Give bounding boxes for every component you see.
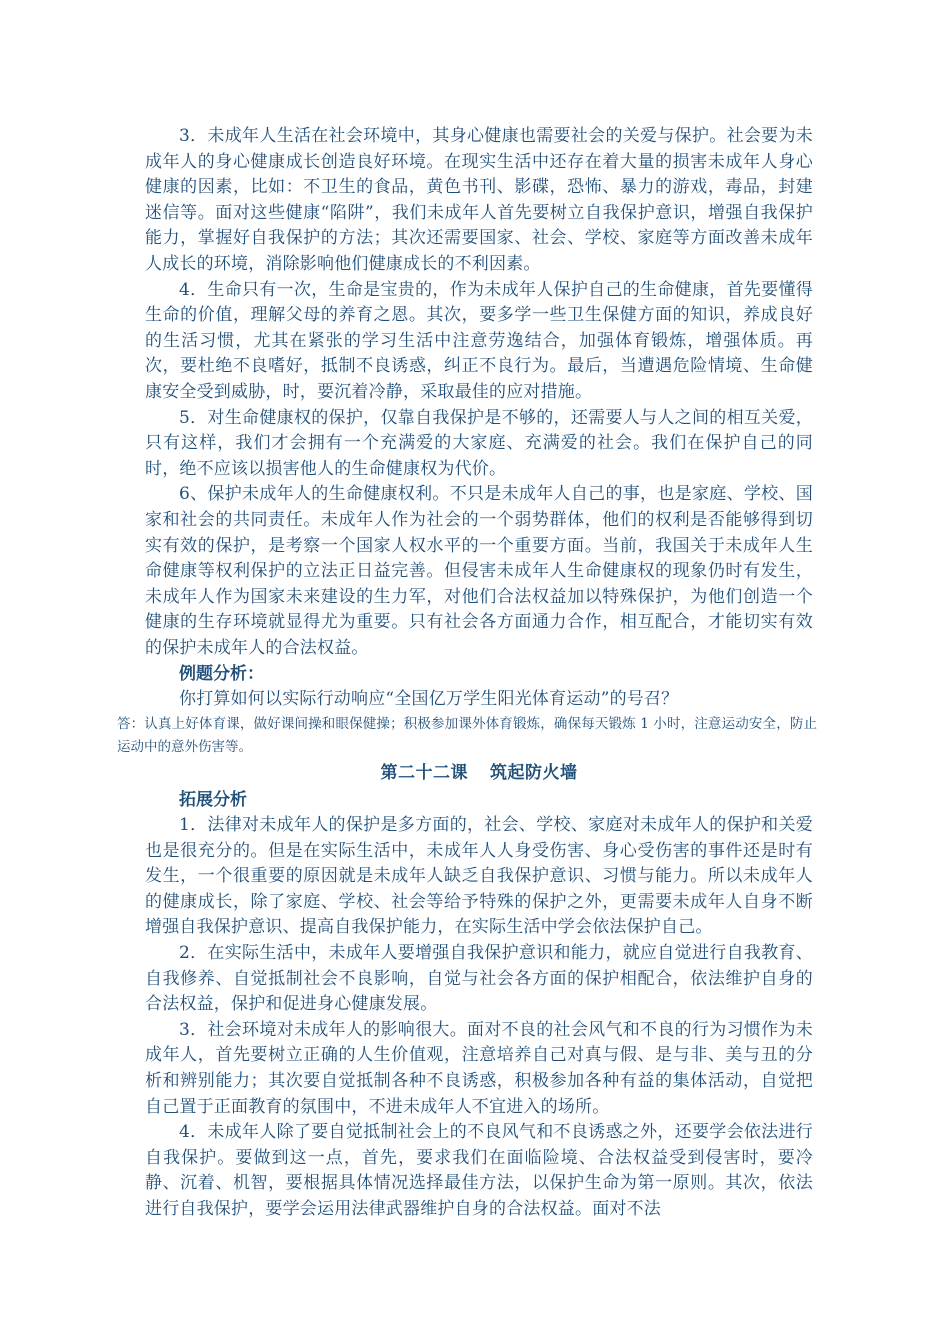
paragraph-4: 4．生命只有一次，生命是宝贵的，作为未成年人保护自己的生命健康，首先要懂得生命的价值，理解父母的养育之恩。其次，要多学一些卫生保健方面的知识，养成良好的生活习惯，尤其在紧张的学习生活中注意劳逸结合，加强体育锻炼，增强体质。再次，要杜绝不良嗜好，抵制不良诱惑，纠正不良行为。最后，当遭遇危险情境、生命健康安全受到威胁，时，要沉着冷静，采取最佳的应对措施。 (145, 279, 813, 402)
paragraph-6: 6、保护未成年人的生命健康权利。不只是未成年人自己的事，也是家庭、学校、国家和社会的共同责任。未成年人作为社会的一个弱势群体，他们的权利是否能够得到切实有效的保护，是考察一个国家人权水平的一个重要方面。当前，我国关于未成年人生命健康等权利保护的立法正日益完善。但侵害未成年人生命健康权的现象仍时有发生，未成年人作为国家未来建设的生力军，对他们合法权益加以特殊保护，为他们创造一个健康的生存环境就显得尤为重要。只有社会各方面通力合作，相互配合，才能切实有效的保护未成年人的合法权益。 (145, 484, 813, 658)
example-heading: 例题分析： (179, 664, 264, 685)
extension-paragraph-3: 3．社会环境对未成年人的影响很大。面对不良的社会风气和不良的行为习惯作为未成年人，首先要树立正确的人生价值观，注意培养自己对真与假、是与非、美与丑的分析和辨别能力；其次要自觉抵制各种不良诱惑，积极参加各种有益的集体活动，自觉把自己置于正面教育的氛围中，不进未成年人不宜进入的场所。 (145, 1019, 813, 1117)
extension-heading: 拓展分析 (179, 790, 247, 811)
example-answer: 答：认真上好体育课，做好课间操和眼保健操；积极参加课外体育锻炼，确保每天锻炼 1 小时，注意运动安全，防止运动中的意外伤害等。 (117, 716, 817, 756)
example-question: 你打算如何以实际行动响应“全国亿万学生阳光体育运动”的号召？ (179, 689, 679, 710)
page-content (117, 124, 817, 1223)
paragraph-5: 5．对生命健康权的保护，仅靠自我保护是不够的，还需要人与人之间的相互关爱，只有这样，我们才会拥有一个充满爱的大家庭、充满爱的社会。我们在保护自己的同时，绝不应该以损害他人的生命健康权为代价。 (145, 407, 813, 479)
extension-paragraph-1: 1．法律对未成年人的保护是多方面的，社会、学校、家庭对未成年人的保护和关爱也是很充分的。但是在实际生活中，未成年人人身受伤害、身心受伤害的事件还是时有发生，一个很重要的原因就是未成年人缺乏自我保护意识、习惯与能力。所以未成年人的健康成长，除了家庭、学校、社会等给予特殊的保护之外，更需要未成年人自身不断增强自我保护意识、提高自我保护能力，在实际生活中学会依法保护自己。 (145, 815, 813, 938)
lesson-number: 第二十二课 (380, 763, 468, 784)
lesson-title (145, 759, 813, 787)
lesson-name: 筑起防火墙 (490, 763, 578, 784)
extension-paragraph-2: 2．在实际生活中，未成年人要增强自我保护意识和能力，就应自觉进行自我教育、自我修养、自觉抵制社会不良影响，自觉与社会各方面的保护相配合，依法维护自身的合法权益，保护和促进身心健康发展。 (145, 943, 813, 1015)
paragraph-3: 3．未成年人生活在社会环境中，其身心健康也需要社会的关爱与保护。社会要为未成年人的身心健康成长创造良好环境。在现实生活中还存在着大量的损害未成年人身心健康的因素，比如：不卫生的食品，黄色书刊、影碟，恐怖、暴力的游戏，毒品，封建迷信等。面对这些健康“陷阱”，我们未成年人首先要树立自我保护意识，增强自我保护能力，掌握好自我保护的方法；其次还需要国家、社会、学校、家庭等方面改善未成年人成长的环境，消除影响他们健康成长的不利因素。 (145, 126, 813, 274)
extension-paragraph-4: 4．未成年人除了要自觉抵制社会上的不良风气和不良诱惑之外，还要学会依法进行自我保护。要做到这一点，首先，要求我们在面临险境、合法权益受到侵害时，要冷静、沉着、机智，要根据具体情况选择最佳方法，以保护生命为第一原则。其次，依法进行自我保护，要学会运用法律武器维护自身的合法权益。面对不法 (145, 1122, 813, 1219)
